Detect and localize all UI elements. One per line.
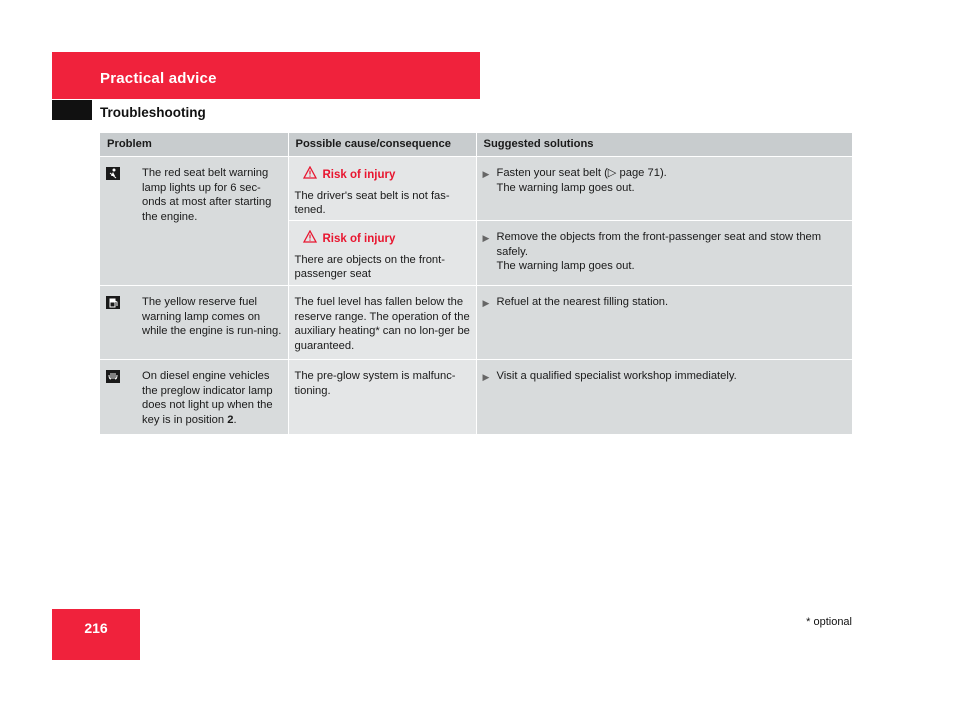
cause-text: The driver's seat belt is not fas-tened. — [294, 189, 450, 216]
chapter-title: Practical advice — [100, 70, 217, 87]
risk-warning — [303, 166, 472, 184]
cause-cell — [288, 360, 476, 434]
header-problem: Problem — [100, 133, 288, 157]
solution-text: Remove the objects from the front-passenger seat and stow them safely. — [496, 231, 822, 258]
warning-triangle-icon — [303, 166, 317, 184]
header-solutions: Suggested solutions — [476, 133, 852, 157]
page-number: 216 — [84, 620, 108, 636]
problem-cell — [100, 286, 288, 360]
footnote: * optional — [806, 616, 852, 628]
section-title: Troubleshooting — [100, 105, 206, 120]
problem-text: The red seat belt warning lamp lights up for 6 sec-onds at most after starting the engine. — [142, 167, 272, 223]
warning-triangle-icon — [303, 230, 317, 248]
solution-cell — [476, 221, 852, 286]
step-arrow-icon: ▶ — [482, 233, 490, 243]
problem-text: On diesel engine vehicles the preglow indicator lamp does not light up when the key is in position — [142, 370, 273, 426]
risk-label: Risk of injury — [322, 168, 396, 181]
solution-text: Fasten your seat belt (▷ page 71). — [496, 167, 667, 179]
risk-label: Risk of injury — [322, 232, 396, 245]
table-header-row — [100, 133, 852, 157]
fuel-reserve-icon — [106, 296, 120, 309]
header-cause: Possible cause/consequence — [288, 133, 476, 157]
troubleshooting-table — [100, 133, 853, 434]
cause-cell — [288, 286, 476, 360]
step-arrow-icon: ▶ — [482, 169, 490, 179]
cause-cell — [288, 221, 476, 286]
cause-cell — [288, 157, 476, 221]
problem-cell — [100, 360, 288, 434]
problem-text-end: . — [233, 413, 237, 426]
step-arrow-icon: ▶ — [482, 372, 490, 382]
seat-belt-warning-icon — [106, 167, 120, 180]
solution-cell — [476, 360, 852, 434]
cause-text: The pre-glow system is malfunc-tioning. — [294, 370, 456, 397]
cause-text: There are objects on the front-passenger seat — [294, 253, 445, 280]
solution-text: Visit a qualified specialist workshop immediately. — [496, 370, 737, 382]
risk-warning — [303, 230, 472, 248]
step-arrow-icon: ▶ — [482, 298, 490, 308]
table-row — [100, 157, 852, 221]
cause-text: The fuel level has fallen below the reserve range. The operation of the auxiliary heating* can no lon-ger be guaranteed. — [294, 296, 470, 352]
solution-cell — [476, 286, 852, 360]
solution-result: The warning lamp goes out. — [496, 260, 635, 272]
table-row — [100, 286, 852, 360]
solution-text: Refuel at the nearest filling station. — [496, 296, 669, 308]
solution-result: The warning lamp goes out. — [496, 181, 635, 194]
key-position: 2 — [227, 413, 234, 426]
solution-cell — [476, 157, 852, 221]
problem-text: The yellow reserve fuel warning lamp comes on while the engine is run-ning. — [142, 296, 282, 337]
section-marker — [52, 100, 92, 120]
table-row — [100, 360, 852, 434]
problem-cell — [100, 157, 288, 286]
preglow-indicator-icon — [106, 370, 120, 383]
